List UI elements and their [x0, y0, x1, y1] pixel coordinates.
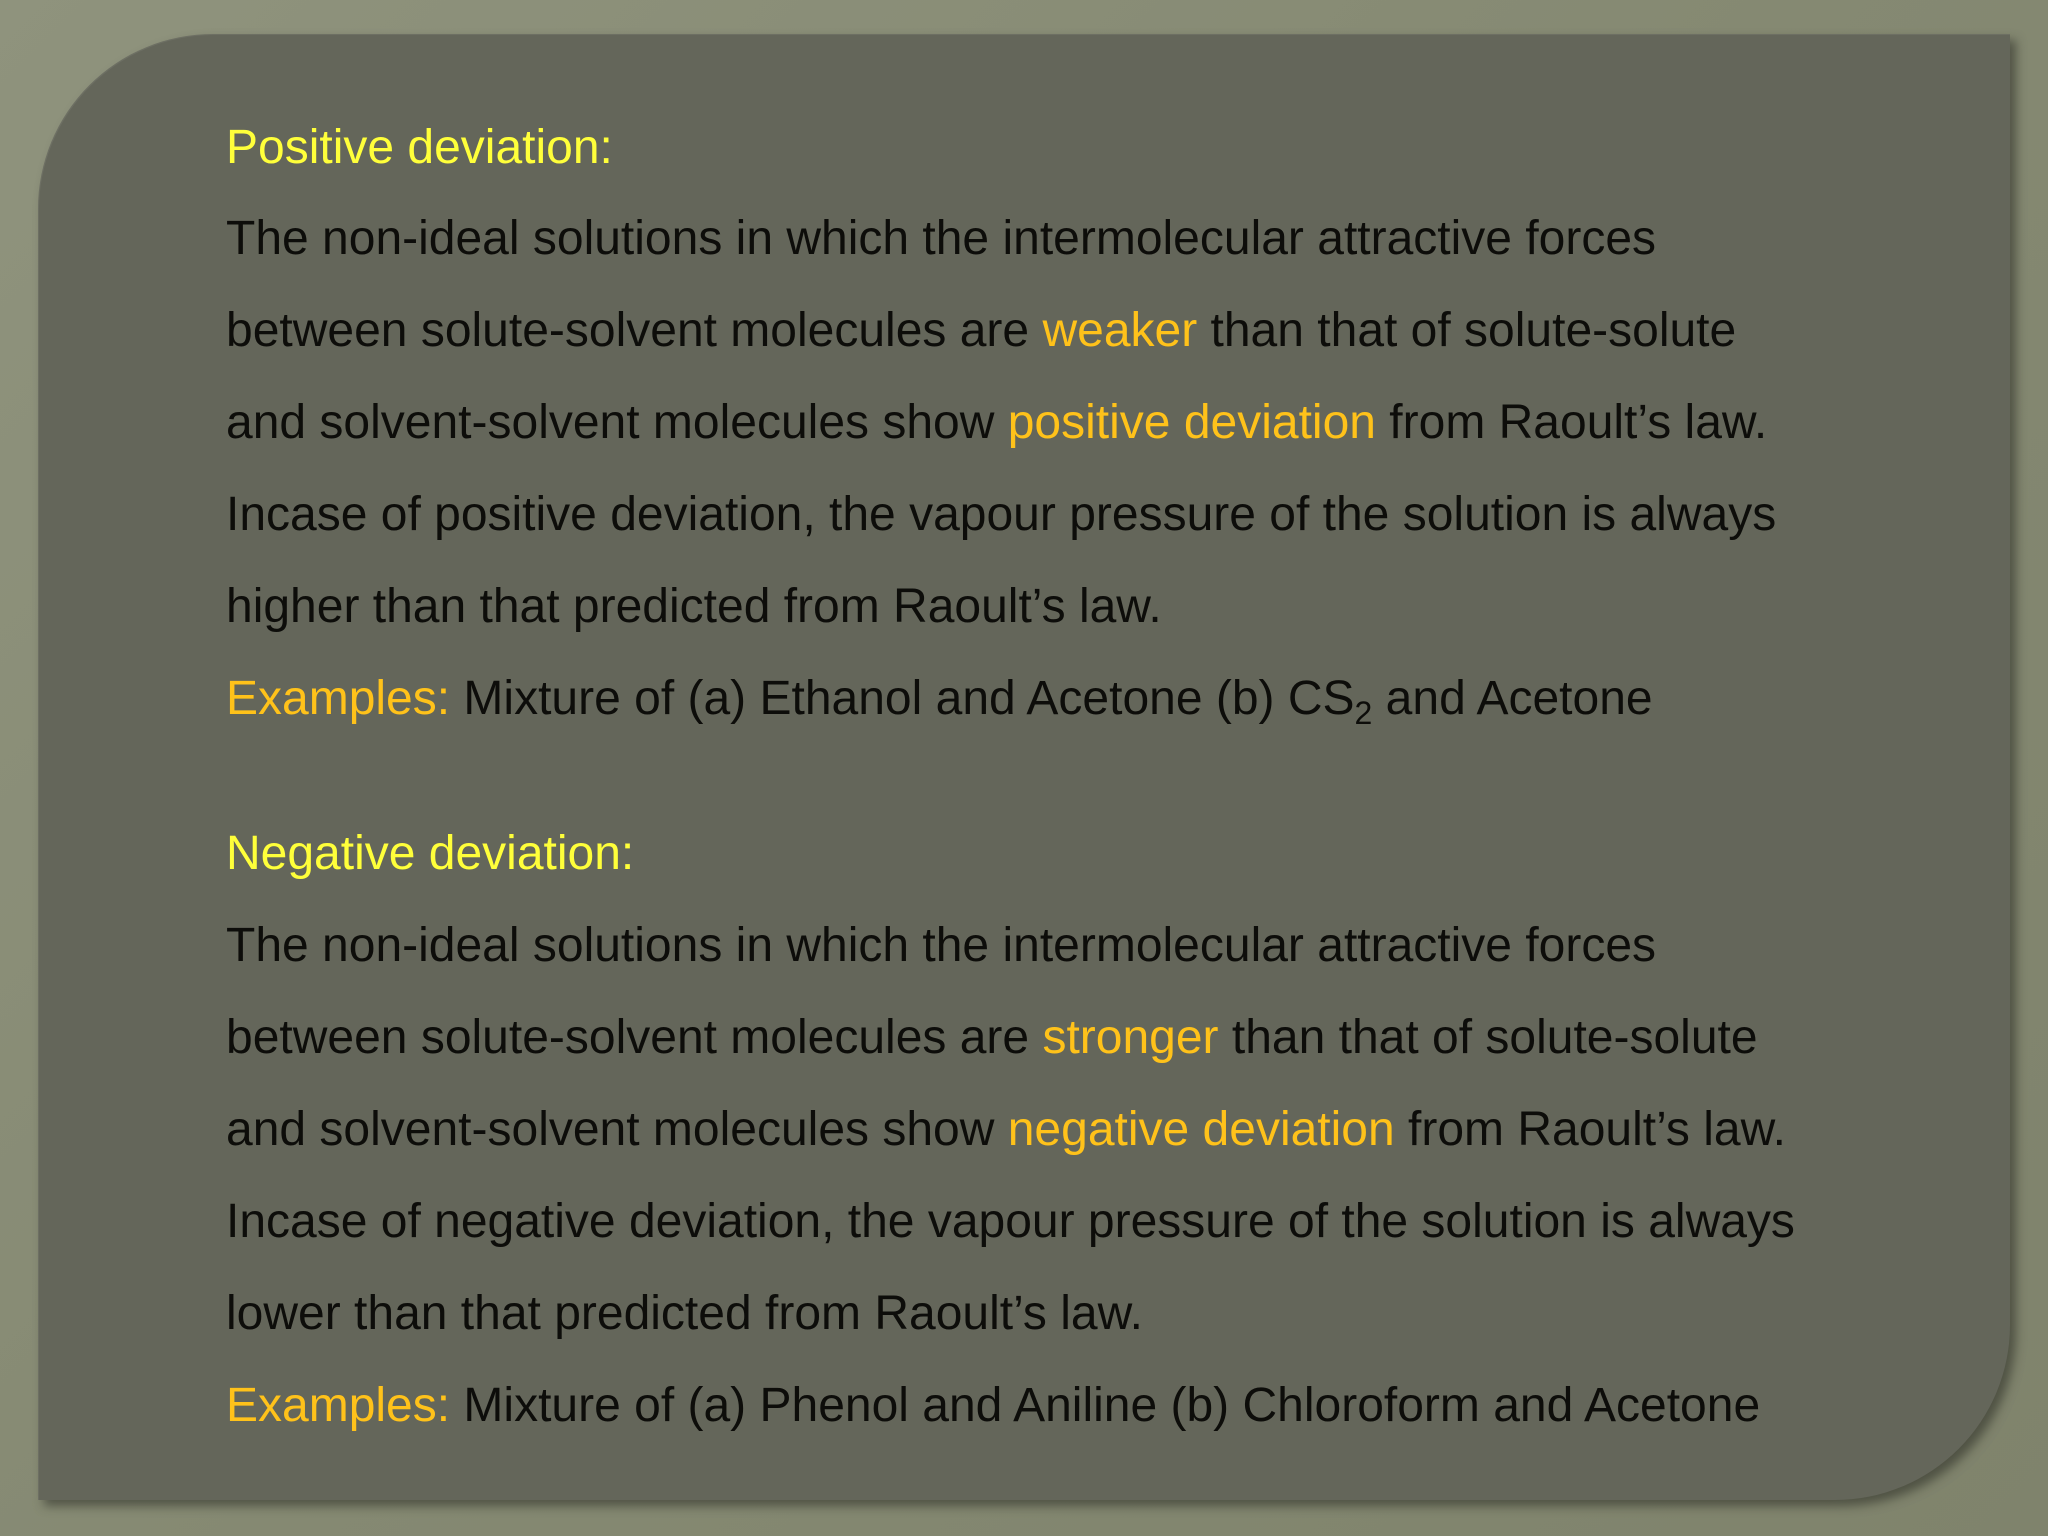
positive-line-2-pre: between solute-solvent molecules are	[226, 304, 1043, 357]
negative-highlight-stronger: stronger	[1042, 1011, 1219, 1064]
positive-line-1: The non-ideal solutions in which the intermolecular attractive forces	[226, 212, 1657, 265]
negative-line-3-post: from Raoult’s law.	[1394, 1103, 1786, 1156]
negative-line-2-pre: between solute-solvent molecules are	[226, 1011, 1043, 1064]
positive-line-5: higher than that predicted from Raoult’s law.	[226, 580, 1162, 633]
positive-line-4: Incase of positive deviation, the vapour pressure of the solution is always	[226, 488, 1777, 541]
negative-highlight-deviation: negative deviation	[1007, 1103, 1395, 1156]
negative-examples	[226, 1378, 1760, 1434]
positive-examples-label: Examples:	[226, 672, 451, 725]
negative-line-3-pre: and solvent-solvent molecules show	[226, 1103, 1008, 1156]
negative-line-2-post: than that of solute-solute	[1218, 1011, 1758, 1064]
positive-highlight-deviation: positive deviation	[1007, 396, 1376, 449]
positive-line-2	[226, 303, 1736, 359]
negative-line-2	[226, 1010, 1758, 1066]
negative-examples-text: Mixture of (a) Phenol and Aniline (b) Chloroform and Acetone	[450, 1379, 1761, 1432]
negative-line-4: Incase of negative deviation, the vapour pressure of the solution is always	[226, 1195, 1795, 1248]
negative-line-5: lower than that predicted from Raoult’s law.	[226, 1287, 1143, 1340]
positive-line-3-post: from Raoult’s law.	[1375, 396, 1768, 449]
positive-line-3	[226, 395, 1767, 451]
positive-examples-pre: Mixture of (a) Ethanol and Acetone (b) CS	[450, 672, 1355, 725]
negative-examples-label: Examples:	[226, 1379, 451, 1432]
positive-line-2-post: than that of solute-solute	[1197, 304, 1737, 357]
positive-heading: Positive deviation:	[226, 121, 613, 174]
positive-line-3-pre: and solvent-solvent molecules show	[226, 396, 1008, 449]
positive-examples-post: and Acetone	[1372, 672, 1653, 725]
negative-line-1: The non-ideal solutions in which the intermolecular attractive forces	[226, 919, 1657, 972]
positive-examples	[226, 671, 1653, 731]
negative-heading: Negative deviation:	[226, 827, 635, 880]
positive-examples-subscript: 2	[1354, 695, 1373, 731]
positive-highlight-weaker: weaker	[1042, 304, 1198, 357]
negative-line-3	[226, 1102, 1786, 1158]
